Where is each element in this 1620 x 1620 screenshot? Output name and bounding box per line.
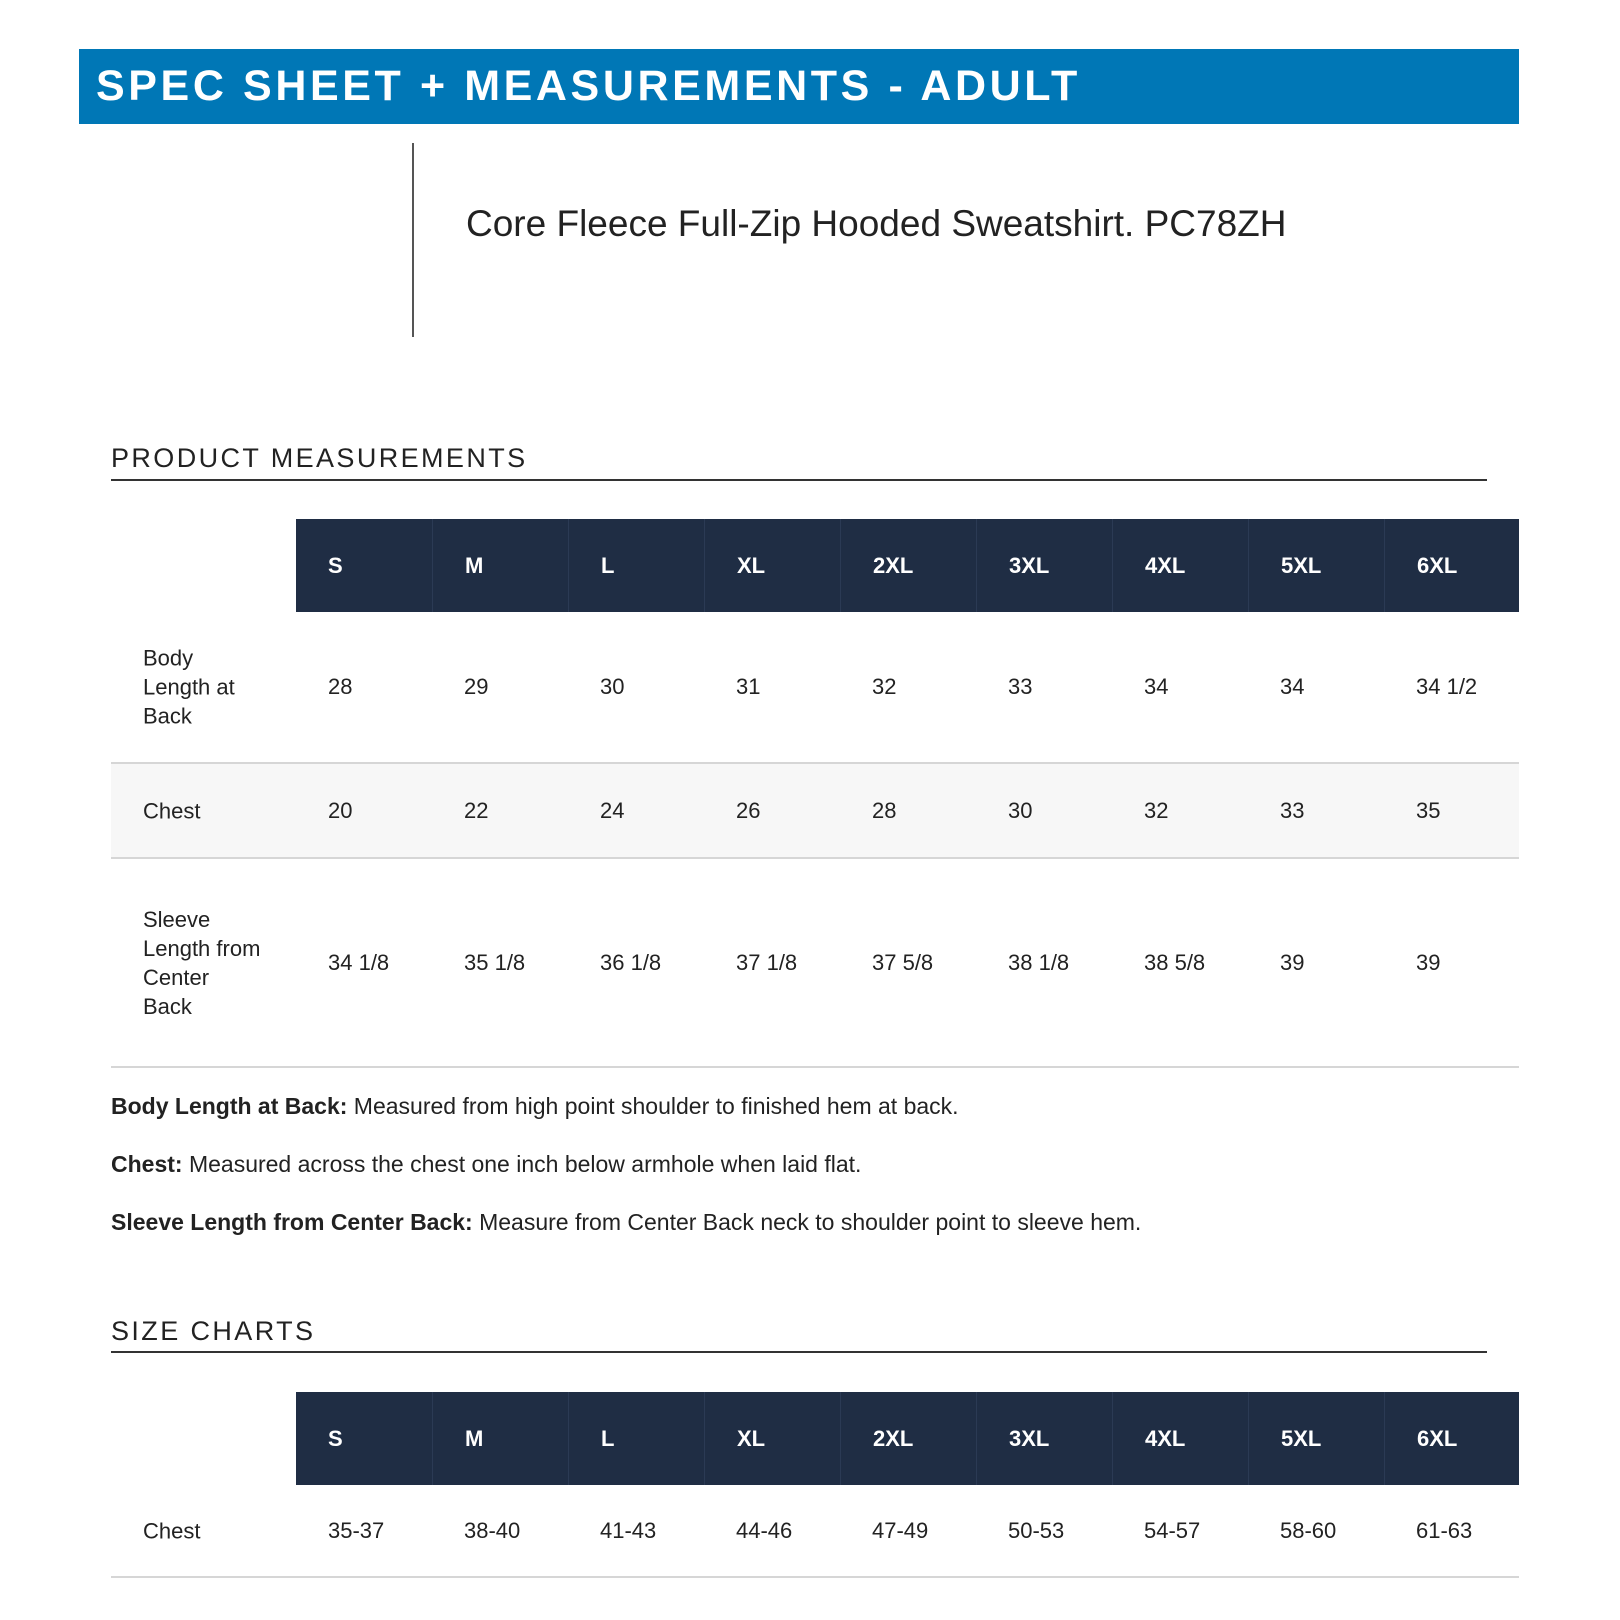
- header-size-2xl: 2XL: [840, 1392, 976, 1485]
- note-body-length: [111, 1093, 1511, 1151]
- measurement-notes: [111, 1093, 1511, 1267]
- table-cell: 47-49: [872, 1517, 929, 1543]
- row-label-body-length: Body Length at Back: [143, 645, 235, 729]
- table-cell: 44-46: [736, 1517, 793, 1543]
- header-size-xl: XL: [704, 1392, 840, 1485]
- table-cell: 37 1/8: [736, 949, 798, 975]
- product-measurements-rule: [111, 479, 1487, 481]
- header-size-m: M: [432, 1392, 568, 1485]
- table-cell: 34 1/2: [1416, 674, 1478, 699]
- header-size-6xl: 6XL: [1384, 519, 1519, 612]
- table-cell: 54-57: [1144, 1517, 1201, 1543]
- table-cell: 38 1/8: [1008, 949, 1070, 975]
- product-measurements-table: [111, 519, 1519, 1065]
- note-text: Measured across the chest one inch below armhole when laid flat.: [182, 1151, 862, 1177]
- table-cell: 38-40: [464, 1517, 521, 1543]
- header-size-3xl: 3XL: [976, 519, 1112, 612]
- size-charts-table: [111, 1392, 1519, 1578]
- table-cell: 58-60: [1280, 1517, 1337, 1543]
- row-label-chest: Chest: [143, 1518, 201, 1543]
- table-cell: 33: [1280, 797, 1305, 823]
- table-cell: 29: [464, 674, 489, 699]
- banner-title: SPEC SHEET + MEASUREMENTS - ADULT: [96, 62, 1081, 110]
- table-cell: 34: [1144, 674, 1169, 699]
- table-cell: 39: [1416, 949, 1441, 975]
- note-term: Sleeve Length from Center Back:: [111, 1209, 473, 1235]
- table-cell: 36 1/8: [600, 949, 662, 975]
- note-text: Measured from high point shoulder to finished hem at back.: [347, 1093, 959, 1119]
- note-text: Measure from Center Back neck to shoulder point to sleeve hem.: [472, 1209, 1142, 1235]
- table-cell: 37 5/8: [872, 949, 934, 975]
- table-cell: 35 1/8: [464, 949, 526, 975]
- size-charts-heading: SIZE CHARTS: [111, 1316, 316, 1346]
- table-header: [296, 519, 1519, 612]
- table-row: [111, 612, 1519, 764]
- header-size-s: S: [328, 553, 343, 578]
- table-cell: 61-63: [1416, 1517, 1473, 1543]
- table-cell: 35-37: [328, 1517, 385, 1543]
- table-cell: 31: [736, 674, 761, 699]
- header-size-5xl: 5XL: [1248, 519, 1384, 612]
- vertical-divider: [412, 143, 414, 337]
- header-size-2xl: 2XL: [840, 519, 976, 612]
- table-cell: 20: [328, 797, 353, 823]
- table-row: [111, 1485, 1519, 1578]
- table-cell: 22: [464, 797, 489, 823]
- header-size-6xl: 6XL: [1384, 1392, 1519, 1485]
- table-row: [111, 859, 1519, 1068]
- table-cell: 34 1/8: [328, 949, 390, 975]
- header-size-l: L: [568, 519, 704, 612]
- table-cell: 50-53: [1008, 1517, 1065, 1543]
- table-cell: 35: [1416, 797, 1441, 823]
- table-cell: 24: [600, 797, 625, 823]
- header-size-xl: XL: [704, 519, 840, 612]
- size-charts-rule: [111, 1351, 1487, 1353]
- table-cell: 34: [1280, 674, 1305, 699]
- table-cell: 38 5/8: [1144, 949, 1206, 975]
- header-size-l: L: [568, 1392, 704, 1485]
- product-measurements-heading: PRODUCT MEASUREMENTS: [111, 443, 528, 473]
- table-cell: 32: [872, 674, 897, 699]
- table-cell: 26: [736, 797, 761, 823]
- row-label-sleeve-length: Sleeve Length from Center Back: [143, 906, 261, 1019]
- row-label-chest: Chest: [143, 798, 201, 823]
- table-cell: 30: [1008, 797, 1033, 823]
- note-term: Chest:: [111, 1151, 183, 1177]
- table-cell: 41-43: [600, 1517, 657, 1543]
- note-term: Body Length at Back:: [111, 1093, 348, 1119]
- table-cell: 39: [1280, 949, 1305, 975]
- header-size-4xl: 4XL: [1112, 1392, 1248, 1485]
- table-cell: 30: [600, 674, 625, 699]
- table-cell: 32: [1144, 797, 1169, 823]
- header-size-4xl: 4XL: [1112, 519, 1248, 612]
- table-row: [111, 764, 1519, 859]
- title-banner: [79, 49, 1519, 124]
- table-cell: 28: [872, 797, 897, 823]
- note-chest: [111, 1151, 1511, 1209]
- header-size-3xl: 3XL: [976, 1392, 1112, 1485]
- product-title: Core Fleece Full-Zip Hooded Sweatshirt. PC78ZH: [466, 203, 1287, 244]
- header-size-s: S: [328, 1426, 343, 1451]
- header-size-5xl: 5XL: [1248, 1392, 1384, 1485]
- note-sleeve-length: [111, 1209, 1511, 1267]
- table-cell: 33: [1008, 674, 1033, 699]
- table-header: [296, 1392, 1519, 1485]
- header-size-m: M: [432, 519, 568, 612]
- table-cell: 28: [328, 674, 353, 699]
